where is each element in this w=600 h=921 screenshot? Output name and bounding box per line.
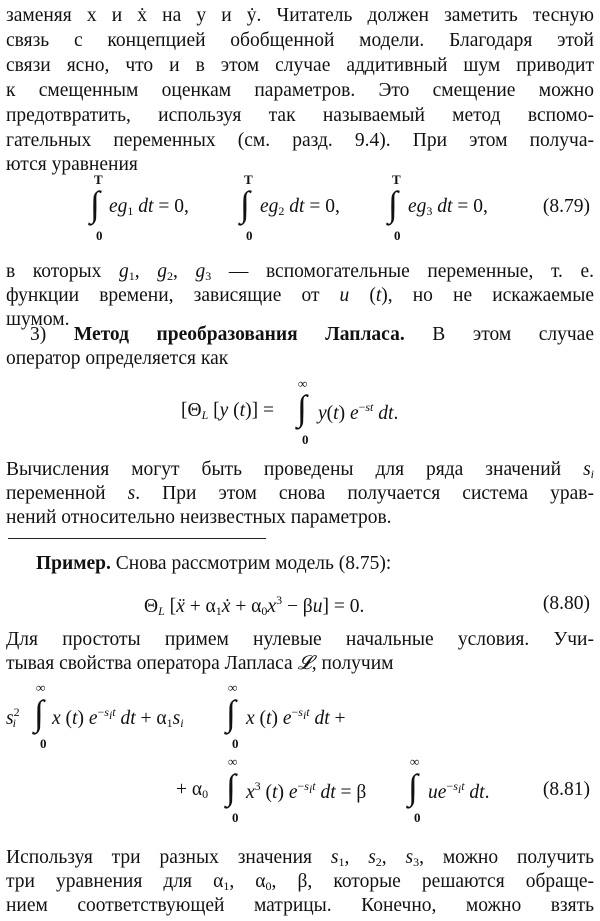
- example-label: Пример.: [36, 553, 111, 574]
- text-line: заменяя x и ẋ на y и ẏ. Читатель должен заметить тесную: [6, 5, 594, 26]
- equation-number: (8.80): [542, 593, 590, 614]
- text-line: Используя три разных значения $s_1$, $s_2$, $s_3$, можно получить: [6, 847, 595, 869]
- integral-sign: ∫: [226, 767, 236, 807]
- eq881-term-2: x (t) $e^{-s_it}$ dt +: [246, 705, 346, 729]
- equation-number: (8.81): [542, 779, 590, 800]
- integral-sign: ∫: [388, 184, 398, 224]
- equation-number: (8.79): [542, 196, 590, 217]
- equation-8-80-expr: $\Theta_L$ [ẍ + $\alpha_1ẋ + \alpha_0x^3 - \beta u] = 0$.: [144, 593, 365, 618]
- example-line: Пример. Снова рассмотрим модель (8.75):: [36, 553, 392, 574]
- integral-upper-limit: ∞: [298, 376, 308, 391]
- eq881-term-4: $ue^{-s_it}$ dt.: [428, 779, 490, 803]
- text-line: предотвратить, используя так называемый метод вспомо-: [6, 105, 594, 126]
- method-heading-line: 3) Метод преобразования Лапласа. В этом случае: [30, 324, 594, 345]
- integral-lower-limit: 0: [394, 228, 401, 243]
- text-line: к смещенным оценкам параметров. Это смещение можно: [6, 80, 594, 101]
- section-divider: [8, 538, 266, 539]
- integral-sign: ∫: [226, 693, 236, 733]
- integral-lower-limit: 0: [246, 228, 253, 243]
- integral-lower-limit: 0: [232, 736, 239, 751]
- text-line: переменной s. При этом снова получается система урав-: [6, 483, 594, 504]
- text-line: три уравнения для $\alpha_1$, $\alpha_0$, β, которые решаются обраще-: [6, 871, 595, 893]
- integral-upper-limit: ∞: [36, 680, 46, 695]
- eq881-coef-s2: $s^2_i$: [6, 705, 20, 730]
- text-line: связь с концепцией обобщенной модели. Благодаря этой: [6, 30, 594, 51]
- integral-sign: ∫: [408, 767, 418, 807]
- integral-term-1: $eg_1$ dt = 0,: [109, 196, 189, 218]
- text-line: шумом.: [6, 309, 70, 330]
- integral-upper-limit: ∞: [410, 754, 420, 769]
- integral-sign: ∫: [297, 388, 307, 428]
- text-line: ются уравнения: [6, 154, 138, 175]
- eq881-term-3: $x^3$ (t) $e^{-s_it}$ dt = β: [246, 779, 367, 803]
- text-line: нений относительно неизвестных параметров.: [6, 507, 392, 528]
- laplace-rhs: y(t) $e^{-st}$ dt.: [318, 400, 399, 424]
- text-line: связи ясно, что и в этом случае аддитивный шум приводит: [6, 55, 594, 76]
- integral-lower-limit: 0: [40, 736, 47, 751]
- eq881-term-1: x (t) $e^{-s_it}$ dt + $\alpha_1s_i$: [52, 705, 184, 730]
- integral-sign: ∫: [34, 693, 44, 733]
- integral-sign: ∫: [90, 184, 100, 224]
- integral-lower-limit: 0: [232, 810, 239, 825]
- integral-upper-limit: T: [94, 172, 103, 187]
- integral-sign: ∫: [240, 184, 250, 224]
- integral-lower-limit: 0: [414, 810, 421, 825]
- integral-lower-limit: 0: [96, 228, 103, 243]
- text-line: нием соответствующей матрицы. Конечно, можно взять: [6, 895, 594, 916]
- integral-upper-limit: ∞: [228, 680, 238, 695]
- method-title: Метод преобразования Лапласа.: [73, 324, 405, 345]
- text-line: тывая свойства оператора Лапласа 𝓛, получим: [6, 653, 394, 674]
- text-line: в которых $g_1$, $g_2$, $g_3$ — вспомогательные переменные, т. е.: [6, 261, 595, 283]
- text-line: оператор определяется как: [6, 348, 229, 369]
- text-line: гательных переменных (см. разд. 9.4). При этом получа-: [6, 130, 594, 151]
- integral-term-2: $eg_2$ dt = 0,: [260, 196, 340, 218]
- laplace-lhs: [$\Theta_L$ [y (t)] =: [181, 400, 274, 422]
- integral-upper-limit: ∞: [228, 754, 238, 769]
- eq881-coef-a0: + $\alpha_0$: [176, 779, 209, 801]
- text-line: Для простоты примем нулевые начальные условия. Учи-: [6, 629, 594, 650]
- integral-lower-limit: 0: [302, 432, 309, 447]
- text-line: Вычисления могут быть проведены для ряда значений $s_i$: [6, 459, 594, 481]
- integral-term-3: $eg_3$ dt = 0,: [408, 196, 488, 218]
- text-line: функции времени, зависящие от u (t), но не искажаемые: [6, 285, 594, 306]
- integral-upper-limit: T: [244, 172, 253, 187]
- integral-upper-limit: T: [392, 172, 401, 187]
- page: [6, 0, 594, 921]
